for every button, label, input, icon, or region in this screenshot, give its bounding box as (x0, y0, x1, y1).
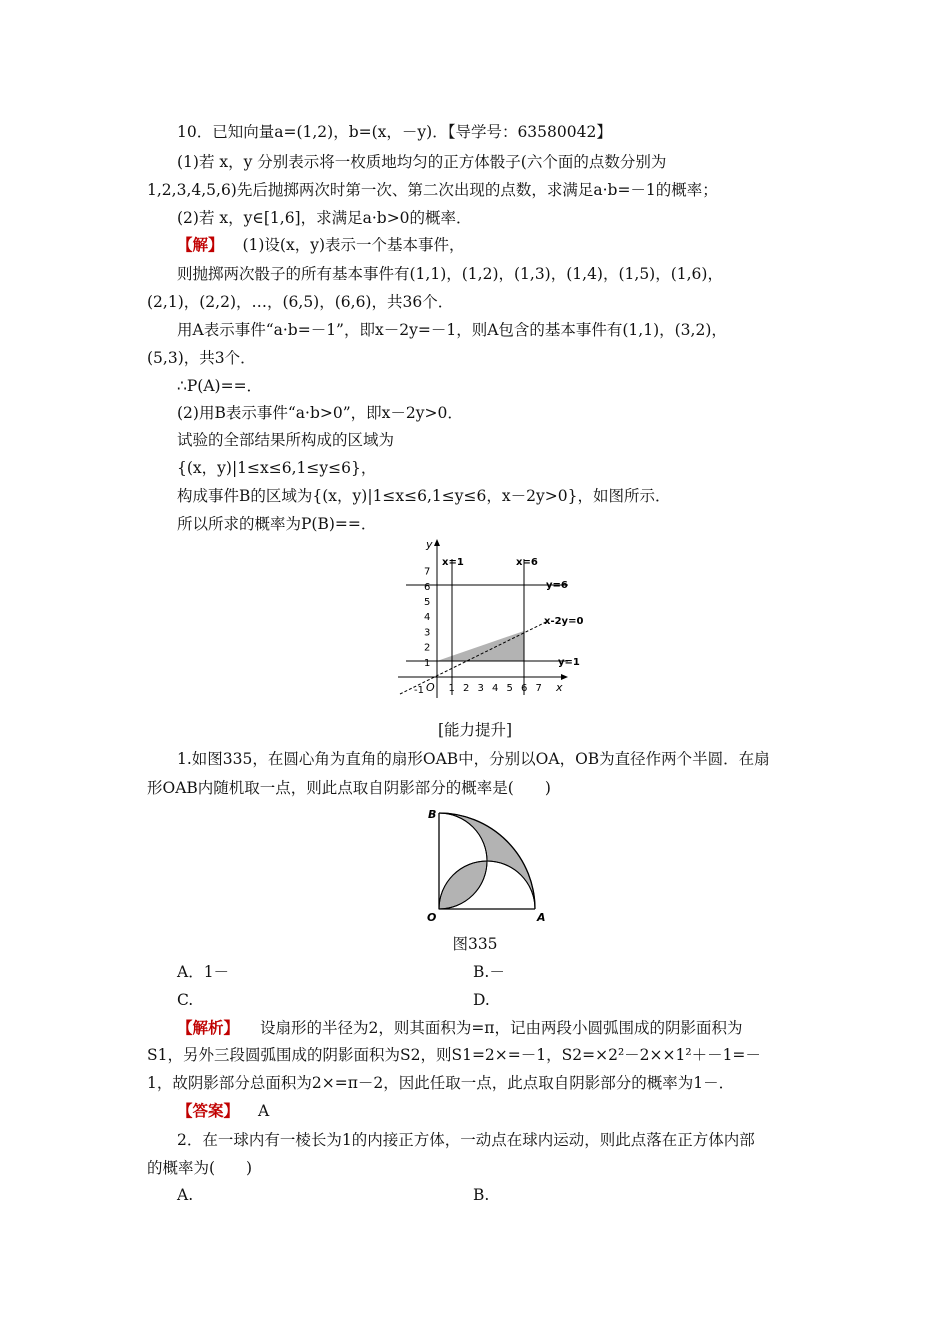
x-axis-label: x (556, 681, 563, 694)
x-tick-2: 2 (463, 683, 470, 694)
q10-part1-line1: (1)若 x，y 分别表示将一枚质地均匀的正方体骰子(六个面的点数分别为 (177, 153, 667, 171)
x-tick-labels (449, 683, 542, 694)
y-tick-4: 4 (424, 612, 431, 624)
x-tick-1: 1 (448, 683, 455, 694)
solution1-line2: S1，另外三段圆弧围成的阴影面积为S2，则S1=2×=－1，S2=×2²－2××1²＋－1=－ (147, 1046, 761, 1064)
q1-option-a: A．1－ (177, 963, 230, 981)
x-tick-6: 6 (521, 683, 528, 694)
q1-option-b: B.－ (473, 963, 505, 981)
x-neg-tick: -1 (414, 685, 424, 696)
figure-caption: 图335 (452, 935, 498, 953)
y-tick-labels (424, 567, 430, 669)
q1-option-d: D. (473, 991, 490, 1009)
q2-line1: 2．在一球内有一棱长为1的内接正方体，一动点在球内运动，则此点落在正方体内部 (177, 1131, 755, 1149)
q10-part2: (2)若 x，y∈[1,6]，求满足a·b>0的概率． (177, 209, 472, 227)
y-tick-5: 5 (424, 597, 431, 608)
x-tick-4: 4 (492, 683, 499, 694)
shaded-petal (439, 861, 487, 909)
analysis-tag: 【解析】 (177, 1018, 240, 1037)
solution10-line2: 则抛掷两次骰子的所有基本事件有(1,1)，(1,2)，(1,3)，(1,4)，(1,5)，(1,6)， (177, 265, 723, 283)
solution10-line9: {(x，y)|1≤x≤6,1≤y≤6}， (177, 459, 377, 477)
q1-line2: 形OAB内随机取一点，则此点取自阴影部分的概率是( ) (147, 779, 551, 797)
q1-line1: 1.如图335，在圆心角为直角的扇形OAB中，分别以OA，OB为直径作两个半圆．在扇 (177, 750, 770, 768)
answer-tag: 【答案】 (177, 1101, 240, 1120)
y-tick-6: 6 (424, 581, 431, 593)
q2-option-b: B. (473, 1186, 490, 1204)
answer-line (177, 1101, 269, 1121)
solution10-line8: 试验的全部结果所构成的区域为 (177, 431, 395, 449)
solution10-line3: (2,1)，(2,2)，…，(6,5)，(6,6)，共36个． (147, 293, 454, 311)
y-tick-2: 2 (424, 642, 431, 654)
x-tick-3: 3 (477, 683, 484, 694)
solution1-line3: 1，故阴影部分总面积为2×=π－2，因此任取一点，此点取自阴影部分的概率为1－． (147, 1074, 735, 1092)
label-A: A (537, 911, 546, 924)
q1-option-c: C. (177, 991, 194, 1009)
q10-stem: 10．已知向量a=(1,2)，b=(x，－y)．【导学号：63580042】 (177, 123, 612, 141)
y-axis-arrow (434, 539, 440, 546)
label-y6: y=6 (546, 580, 568, 591)
q10-part1-line2: 1,2,3,4,5,6)先后抛掷两次时第一次、第二次出现的点数，求满足a·b=－1的概率； (147, 181, 718, 199)
x-tick-5: 5 (506, 683, 513, 694)
solution10-line1: 【解】 (1)设(x，y)表示一个基本事件， (177, 235, 465, 254)
q2-option-a: A. (177, 1186, 194, 1204)
y-tick-7: 7 (424, 566, 431, 578)
label-O: O (427, 911, 437, 924)
y-axis-label: y (426, 538, 433, 551)
section-heading: [能力提升] (437, 721, 513, 739)
y-tick-1: 1 (424, 657, 431, 669)
solution10-line11: 所以所求的概率为P(B)==． (177, 515, 377, 533)
label-x6: x=6 (516, 557, 538, 568)
label-x1: x=1 (442, 557, 464, 568)
sector-figure (425, 800, 555, 925)
solution10-line7: (2)用B表示事件“a·b>0”，即x－2y>0． (177, 404, 463, 422)
solution-tag: 【解】 (177, 235, 224, 254)
x-axis-arrow (561, 674, 568, 680)
label-y1: y=1 (558, 657, 580, 668)
solution10-line4: 用A表示事件“a·b=－1”，即x－2y=－1，则A包含的基本事件有(1,1)，(3,2)， (177, 321, 727, 339)
label-B: B (428, 808, 437, 821)
solution10-line5: (5,3)，共3个． (147, 349, 256, 367)
answer-value: A (257, 1102, 270, 1120)
solution10-line6: ∴P(A)==． (177, 377, 263, 395)
q2-line2: 的概率为( ) (147, 1159, 253, 1177)
x-tick-7: 7 (535, 683, 542, 694)
shaded-region (437, 631, 524, 661)
y-tick-3: 3 (424, 627, 431, 639)
solution1-line1: 【解析】 设扇形的半径为2，则其面积为=π，记由两段小圆弧围成的阴影面积为 (177, 1018, 743, 1037)
solution10-line10: 构成事件B的区域为{(x，y)|1≤x≤6,1≤y≤6，x－2y>0}，如图所示． (177, 487, 671, 505)
label-line: x-2y=0 (544, 616, 584, 627)
region-graph (390, 535, 600, 705)
origin-label: O (426, 681, 435, 694)
